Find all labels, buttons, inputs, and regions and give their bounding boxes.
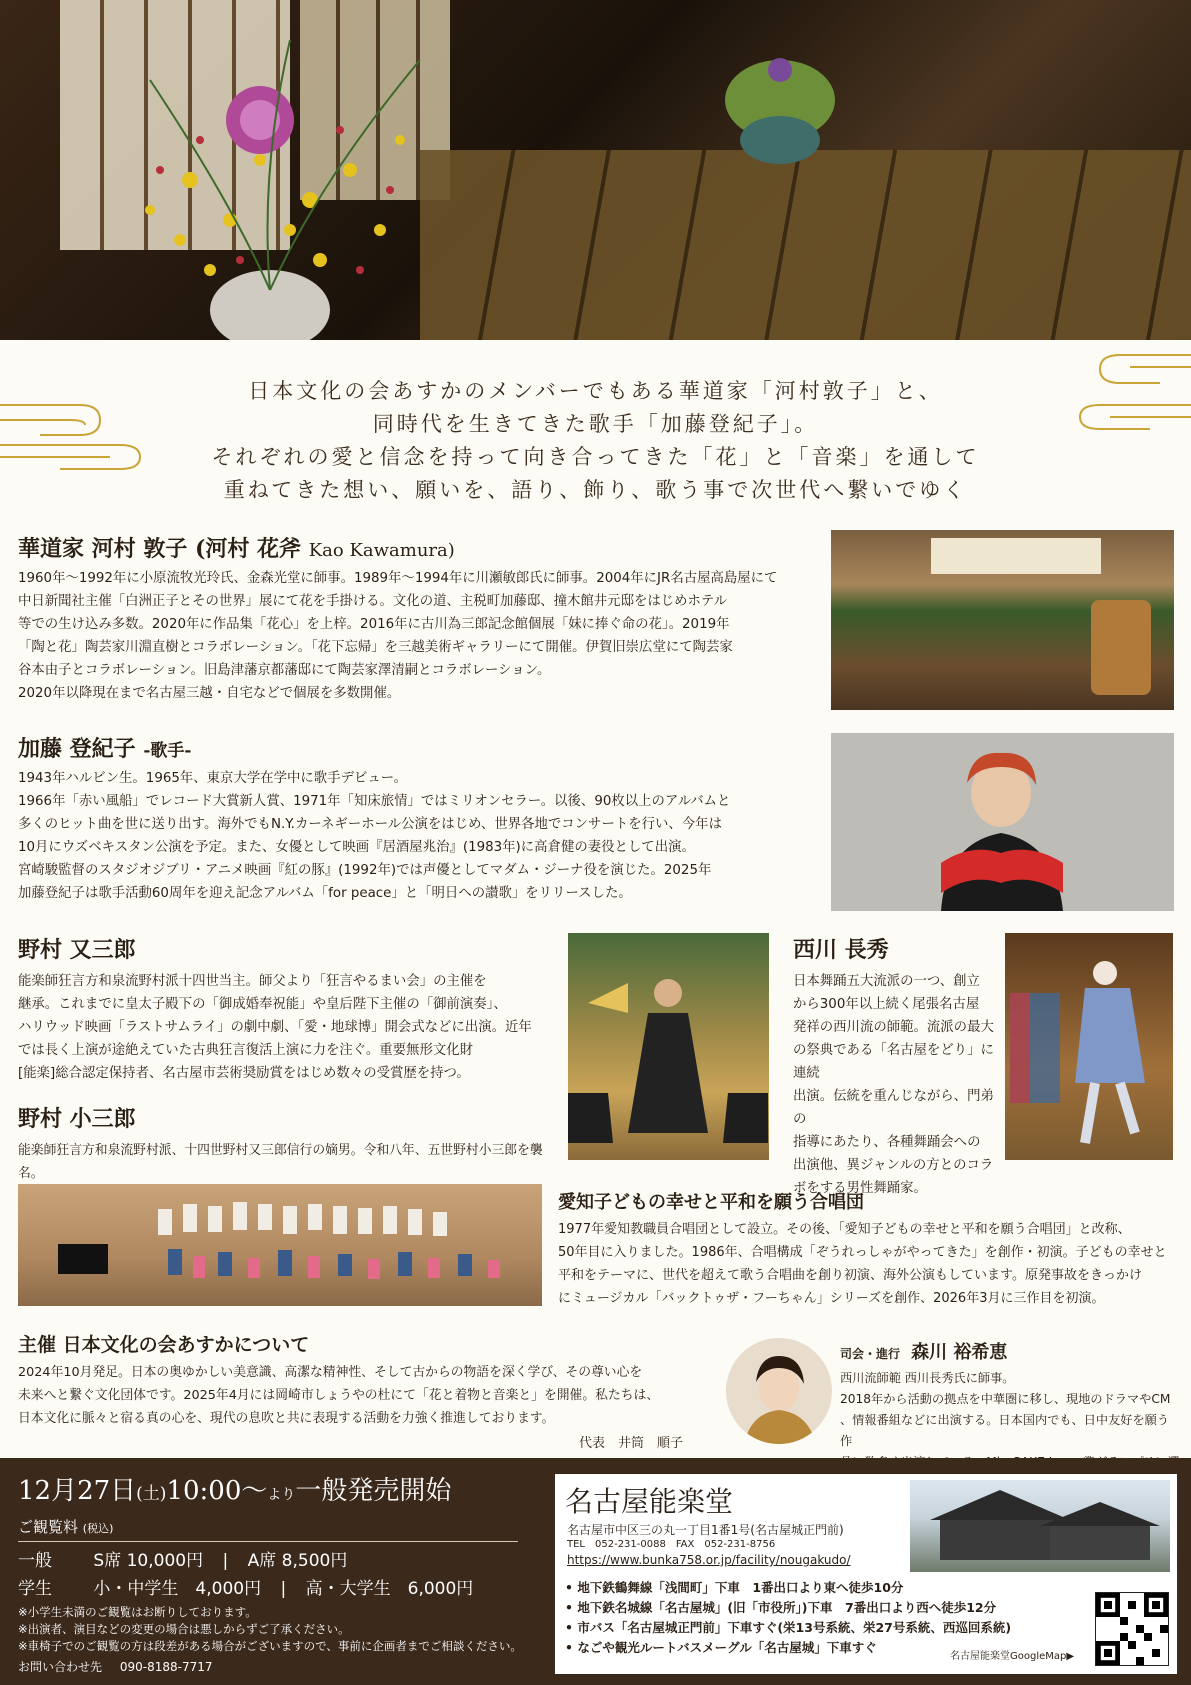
bio-line: 平和をテーマに、世代を超えて歌う合唱曲を創り初演、海外公演もしています。原発事故をきっかけ — [558, 1268, 1142, 1283]
access-line: • 地下鉄鶴舞線「浅間町」下車 1番出口より東へ徒歩10分 — [565, 1580, 904, 1595]
price-category: 学生 — [18, 1579, 52, 1599]
nomura-m-bio — [18, 970, 563, 1085]
nishikawa-photo — [1005, 933, 1173, 1160]
sale-date: 12月27日 — [18, 1476, 137, 1506]
intro-line-2: 同時代を生きてきた歌手「加藤登紀子」。 — [372, 412, 819, 436]
ticket-notes — [18, 1604, 522, 1655]
calligraphy-scroll — [931, 538, 1101, 574]
kawamura-section — [18, 532, 818, 705]
bio-line: から300年以上続く尾張名古屋 — [793, 997, 980, 1012]
organizer-section — [18, 1330, 698, 1455]
bio-line: の祭典である「名古屋をどり」に連続 — [793, 1043, 994, 1081]
venue-photo — [910, 1480, 1170, 1572]
price-s-seat: S席 10,000円 — [93, 1551, 204, 1571]
mc-avatar — [726, 1338, 832, 1444]
contact-phone[interactable]: 090-8188-7717 — [119, 1660, 213, 1674]
access-line: • 市バス「名古屋城正門前」下車すぐ(栄13号系統、栄27号系統、西巡回系統) — [565, 1620, 1012, 1635]
tax-note: (税込) — [82, 1522, 114, 1535]
bio-line: 出演他、異ジャンルの方とのコラ — [793, 1158, 994, 1173]
venue-access — [565, 1578, 1011, 1658]
organizer-text — [18, 1361, 698, 1430]
venue-address: 名古屋市中区三の丸一丁目1番1号(名古屋城正門前) — [567, 1523, 844, 1537]
price-student: 学生 小・中学生 4,000円 | 高・大学生 6,000円 — [18, 1574, 473, 1599]
choir-title: 愛知子どもの幸せと平和を願う合唱団 — [558, 1192, 864, 1213]
contact-label: お問い合わせ先 — [18, 1660, 103, 1674]
google-map-link[interactable]: 名古屋能楽堂GoogleMap▶ — [950, 1651, 1075, 1662]
bio-line: 西川流師範 西川長秀氏に師事。 — [840, 1371, 1015, 1385]
body-line: 日本文化に脈々と宿る真の心を、現代の息吹と共に表現する活動を力強く推進しております。 — [18, 1411, 555, 1426]
nishikawa-section — [793, 933, 1003, 1200]
price-general: 一般 S席 10,000円 | A席 8,500円 — [18, 1546, 347, 1571]
intro-message — [0, 345, 1191, 515]
price-category: 一般 — [18, 1551, 52, 1571]
mc-name: 森川 裕希恵 — [911, 1342, 1008, 1363]
nomura-k-bio: 能楽師狂言方和泉流野村派、十四世野村又三郎信行の嫡男。令和八年、五世野村小三郎を襲名。 — [18, 1143, 543, 1181]
qr-code-icon[interactable] — [1095, 1592, 1169, 1666]
bio-line: 10月にウズベキスタン公演を予定。また、女優として映画『居酒屋兆治』(1983年)に高倉健の妻役として出演。 — [18, 840, 695, 855]
mc-portrait — [726, 1338, 832, 1444]
sale-label: 一般発売開始 — [295, 1476, 452, 1506]
bio-line: 加藤登紀子は歌手活動60周年を迎え記念アルバム「for peace」と「明日への讃歌」をリリースした。 — [18, 886, 632, 901]
bio-line: 等での生け込み多数。2020年に作品集「花心」を上梓。2016年に古川為三郎記念館個展「妹に捧ぐ命の花」。2019年 — [18, 617, 730, 632]
qr-pattern — [1096, 1593, 1168, 1665]
bio-line: 2018年から活動の拠点を中華圏に移し、現地のドラマやCM — [840, 1392, 1171, 1406]
bio-line: 1943年ハルビン生。1965年、東京大学在学中に歌手デビュー。 — [18, 771, 407, 786]
kato-bio — [18, 767, 818, 905]
second-arrangement — [700, 40, 860, 170]
bio-line: 多くのヒット曲を世に送り出す。海外でもN.Y.カーネギーホール公演をはじめ、世界各地でコンサートを行い、今年は — [18, 817, 722, 832]
bio-line: 50年目に入りました。1986年、合唱構成「ぞうれっしゃがやってきた」を創作・初演。子どもの幸せと — [558, 1245, 1167, 1260]
body-line: 2024年10月発足。日本の奥ゆかしい美意識、高潔な精神性、そして古からの物語を深く学び、その尊い心を — [18, 1365, 643, 1380]
intro-line-4: 重ねてきた想い、願いを、語り、飾り、歌う事で次世代へ繋いでゆく — [223, 478, 968, 502]
dancer-figure — [1005, 933, 1173, 1160]
organizer-representative: 代表 井筒 順子 — [578, 1436, 683, 1451]
kawamura-name-en: Kao Kawamura) — [308, 540, 455, 561]
contact-info — [18, 1658, 213, 1675]
venue-url[interactable]: https://www.bunka758.or.jp/facility/nougakudo/ — [567, 1553, 851, 1567]
venue-name: 名古屋能楽堂 — [565, 1485, 734, 1518]
kawamura-title — [18, 532, 818, 563]
wooden-sculpture — [1091, 600, 1151, 695]
bio-line: ハリウッド映画「ラストサムライ」の劇中劇、「愛・地球博」開会式などに出演。近年 — [18, 1020, 532, 1035]
kawamura-name: 華道家 河村 敦子 (河村 花斧 — [18, 536, 302, 562]
bio-line: 「陶と花」陶芸家川淵直樹とコラボレーション。「花下忘帰」を三越美術ギャラリーにて開催。伊賀旧崇広堂にて陶芸家 — [18, 640, 733, 655]
bio-line: 指導にあたり、各種舞踊会への — [793, 1135, 981, 1150]
sale-yori: より — [267, 1487, 296, 1503]
mc-role: 司会・進行 — [840, 1347, 901, 1361]
kato-section — [18, 732, 818, 905]
choir-photo — [18, 1184, 542, 1306]
bio-line: 継承。これまでに皇太子殿下の「御成婚奉祝能」や皇后陛下主催の「御前演奏」、 — [18, 997, 507, 1012]
kyogen-performers — [568, 933, 769, 1160]
kyogen-photo — [568, 933, 769, 1160]
hero-photo — [0, 0, 1191, 340]
bio-line: 出演。伝統を重んじながら、門弟の — [793, 1089, 994, 1127]
sale-start — [18, 1470, 451, 1507]
nomura-k-name: 野村 小三郎 — [18, 1106, 136, 1132]
note-line: ※出演者、演目などの変更の場合は悪しからずご了承ください。 — [18, 1622, 350, 1636]
bio-line: 中日新聞社主催「白洲正子とその世界」展にて花を手掛ける。文化の道、主税町加藤邸、撞木館井元邸をはじめホテル — [18, 594, 728, 609]
noh-theater-building — [910, 1480, 1170, 1572]
bio-line: 2020年以降現在まで名古屋三越・自宅などで個展を多数開催。 — [18, 686, 401, 701]
bio-line: 谷本由子とコラボレーション。旧島津藩京都藩邸にて陶芸家澤清嗣とコラボレーション。 — [18, 663, 551, 678]
bio-line: 発祥の西川流の師範。流派の最大 — [793, 1020, 994, 1035]
bio-line: 宮崎駿監督のスタジオジブリ・アニメ映画『紅の豚』(1992年)では声優としてマダム・ジーナ役を演じた。2025年 — [18, 863, 712, 878]
access-line: • 地下鉄名城線「名古屋城」(旧「市役所」)下車 7番出口より西へ徒歩12分 — [565, 1600, 997, 1615]
choir-bio — [558, 1218, 1178, 1310]
choir-group — [18, 1184, 542, 1306]
singer-portrait — [831, 733, 1174, 911]
kato-photo — [831, 733, 1174, 911]
bio-line: 1960年〜1992年に小原流牧光玲氏、金森光堂に師事。1989年〜1994年に川瀬敏郎氏に師事。2004年にJR名古屋高島屋にて — [18, 571, 778, 586]
bio-line: では長く上演が途絶えていた古典狂言復活上演に力を注ぐ。重要無形文化財 — [18, 1043, 474, 1058]
ikebana-arrangement — [90, 20, 450, 340]
nishikawa-name: 西川 長秀 — [793, 937, 889, 963]
price-header — [18, 1516, 518, 1542]
nishikawa-bio — [793, 970, 1003, 1200]
note-line: ※小学生未満のご観覧はお断りしております。 — [18, 1605, 257, 1619]
choir-section — [558, 1188, 1178, 1310]
bio-line: ボをする男性舞踊家。 — [793, 1181, 927, 1196]
sale-time: 10:00〜 — [166, 1476, 268, 1506]
price-label: ご観覧料 — [18, 1518, 79, 1536]
intro-line-1: 日本文化の会あすかのメンバーでもある華道家「河村敦子」と、 — [248, 379, 943, 403]
access-line: • なごや観光ルートバスメーグル「名古屋城」下車すぐ — [565, 1640, 877, 1655]
price-a-seat: A席 8,500円 — [247, 1551, 348, 1571]
bio-line: 能楽師狂言方和泉流野村派十四世当主。師父より「狂言やるまい会」の主催を — [18, 974, 487, 989]
intro-line-3: それぞれの愛と信念を持って向き合ってきた「花」と「音楽」を通して — [211, 445, 980, 469]
price-elementary: 小・中学生 4,000円 — [93, 1579, 262, 1599]
note-line: ※車椅子でのご観覧の方は段差がある場合がございますので、事前に企画者までご相談ください。 — [18, 1639, 522, 1653]
price-highschool: 高・大学生 6,000円 — [305, 1579, 474, 1599]
bio-line: 1966年「赤い風船」でレコード大賞新人賞、1971年「知床旅情」ではミリオンセラー。以後、90枚以上のアルバムと — [18, 794, 731, 809]
bio-line: にミュージカル「バックトゥザ・フーちゃん」シリーズを創作、2026年3月に三作目を初演。 — [558, 1291, 1105, 1306]
mc-title — [840, 1338, 1180, 1366]
body-line: 未来へと繋ぐ文化団体です。2025年4月には岡崎市しょうやの杜にて「花と着物と音楽と」を開催。私たちは、 — [18, 1388, 660, 1403]
kawamura-photo — [831, 530, 1174, 710]
organizer-title: 主催 日本文化の会あすかについて — [18, 1334, 310, 1356]
bio-line: 、情報番組などに出演する。日本国内でも、日中友好を願う作 — [840, 1413, 1170, 1448]
bio-line: 日本舞踊五大流派の一つ、創立 — [793, 974, 980, 989]
kato-name: 加藤 登紀子 — [18, 736, 136, 762]
nomura-m-name: 野村 又三郎 — [18, 937, 136, 963]
bio-line: 1977年愛知教職員合唱団として設立。その後、「愛知子どもの幸せと平和を願う合唱団」と改称、 — [558, 1222, 1131, 1237]
bio-line: [能楽]総合認定保持者、名古屋市芸術奨励賞をはじめ数々の受賞歴を持つ。 — [18, 1066, 470, 1081]
kawamura-bio — [18, 567, 818, 705]
venue-phone: TEL 052-231-0088 FAX 052-231-8756 — [567, 1539, 776, 1550]
tatami-floor — [420, 150, 1191, 340]
nomura-k-section — [18, 1102, 563, 1185]
kato-title — [18, 732, 818, 763]
kato-role: -歌手- — [143, 741, 192, 761]
venue-box — [555, 1474, 1177, 1674]
sale-dow: (土) — [136, 1484, 167, 1504]
nomura-m-section — [18, 933, 563, 1085]
